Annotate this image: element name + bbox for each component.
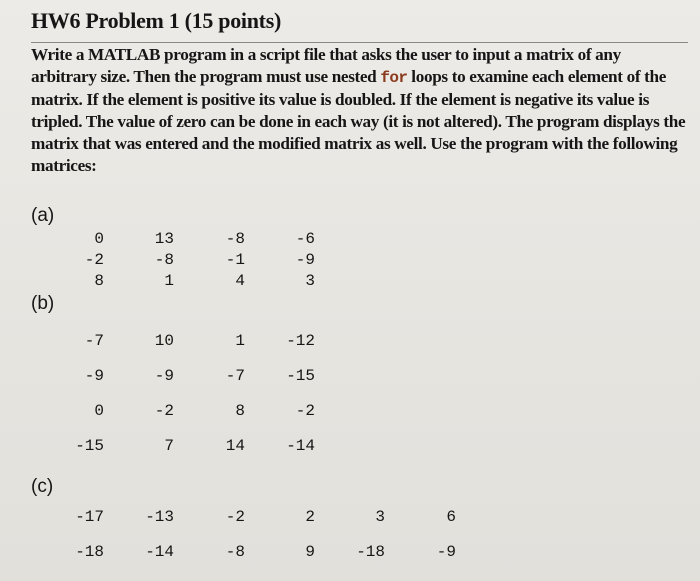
matrix-row [0,366,700,386]
matrix-row [0,507,700,527]
code-keyword-for: for [380,69,408,87]
matrix-row [0,542,700,562]
matrix-row [0,271,700,291]
matrix-cell: -17 [75,508,104,526]
matrix-cell: 9 [305,543,315,561]
matrix-cell: -6 [295,230,315,248]
matrix-cell: 13 [154,230,174,248]
matrix-cell: 8 [94,272,104,290]
label-c: (c) [31,476,54,497]
matrix-cell: -9 [84,367,104,385]
matrix-cell: -18 [75,543,104,561]
matrix-row [0,436,700,456]
matrix-cell: -14 [286,437,315,455]
matrix-cell: 14 [225,437,245,455]
matrix-cell: 2 [305,508,315,526]
matrix-cell: 8 [235,402,245,420]
matrix-cell: -15 [75,437,104,455]
matrix-cell: 6 [446,508,456,526]
matrix-cell: 0 [94,230,104,248]
matrix-cell: -13 [145,508,174,526]
matrix-cell: -2 [225,508,245,526]
matrix-row [0,331,700,351]
matrix-cell: 3 [305,272,315,290]
problem-title: HW6 Problem 1 (15 points) [31,8,281,33]
matrix-row [0,229,700,249]
matrix-cell: -14 [145,543,174,561]
matrix-cell: -8 [225,543,245,561]
matrix-cell: 10 [154,332,174,350]
matrix-row [0,401,700,421]
matrix-cell: 1 [164,272,174,290]
matrix-cell: -1 [225,251,245,269]
matrix-cell: -2 [295,402,315,420]
label-a: (a) [31,205,55,226]
title-underline [31,42,688,43]
statement-text-start: Write a MATLAB program in a script file that asks the user to input a matrix of any arbitrary size. Then the program must use nested [31,45,621,86]
matrix-cell: 7 [164,437,174,455]
matrix-cell: -9 [154,367,174,385]
matrix-cell: 3 [375,508,385,526]
matrix-cell: -9 [295,251,315,269]
matrix-cell: -7 [225,367,245,385]
matrix-cell: -2 [84,251,104,269]
matrix-cell: -7 [84,332,104,350]
matrix-cell: -9 [436,543,456,561]
matrix-cell: -18 [356,543,385,561]
statement-text-end: loops to examine each element of the matrix. If the element is positive its value is doubled. If the element is negative its value is tripled. The value of zero can be done in each way (it is not altered). The program displays the matrix that was entered and the modified matrix as well. Use the program with the following matrices: [31,67,686,175]
matrix-cell: -8 [154,251,174,269]
label-b: (b) [31,293,55,314]
matrix-cell: 1 [235,332,245,350]
matrix-cell: -2 [154,402,174,420]
matrix-cell: -15 [286,367,315,385]
matrix-row [0,250,700,270]
matrix-cell: -12 [286,332,315,350]
matrix-cell: -8 [225,230,245,248]
matrix-cell: 4 [235,272,245,290]
problem-statement [31,44,686,177]
matrix-cell: 0 [94,402,104,420]
